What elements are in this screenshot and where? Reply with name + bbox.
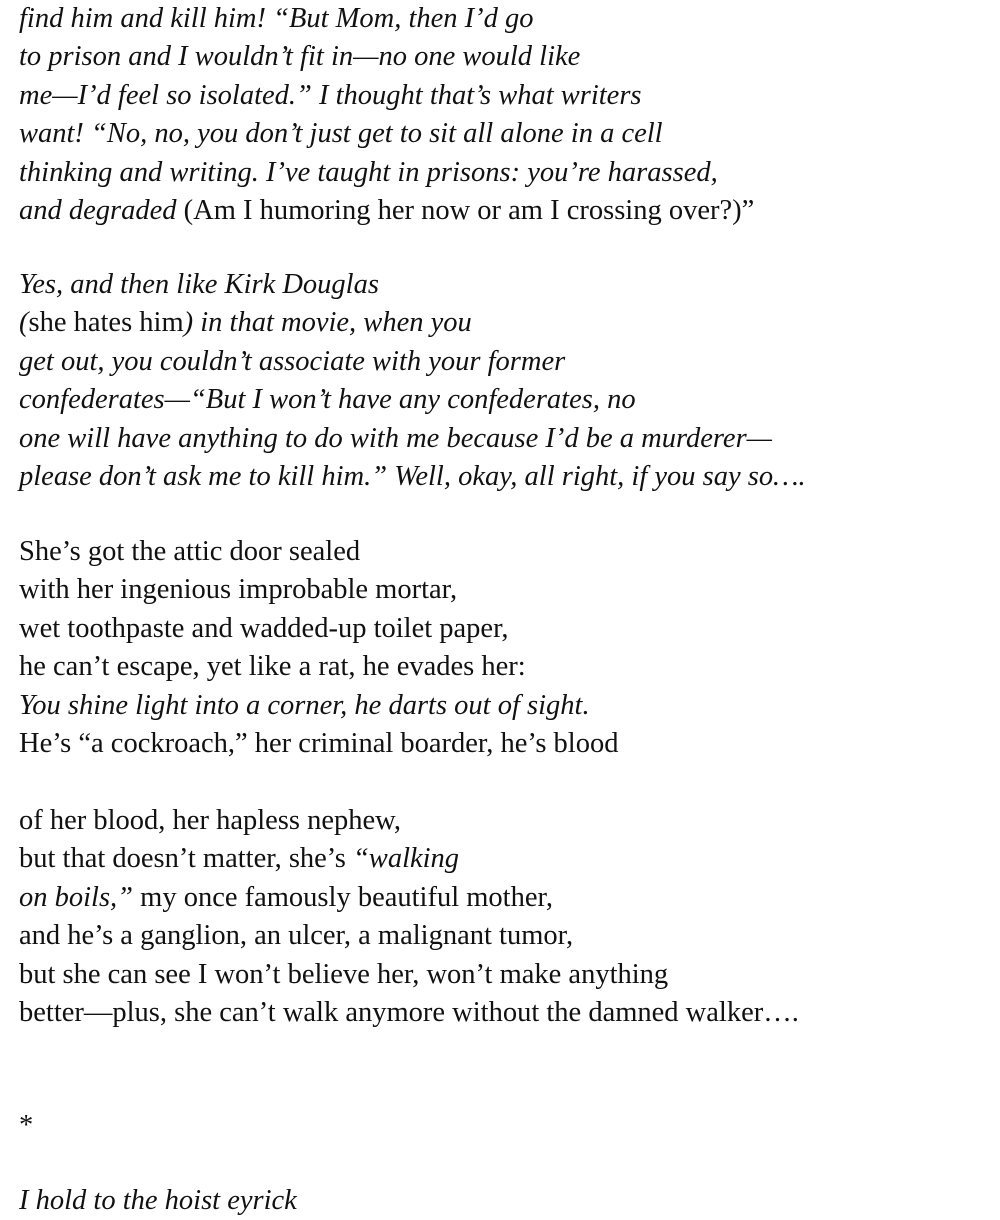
line-segment: get out, you couldn’t associate with your former <box>19 345 566 377</box>
line-segment: he can’t escape, yet like a rat, he evades her: <box>19 651 526 683</box>
poem-line <box>19 840 459 878</box>
line-segment: but she can see I won’t believe her, won’t make anything <box>19 958 669 990</box>
line-segment: my once famously beautiful mother, <box>133 881 553 913</box>
line-segment: of her blood, her hapless nephew, <box>19 805 401 836</box>
poem-line <box>19 154 718 192</box>
poem-line <box>19 917 573 955</box>
section-separator: * <box>19 1110 34 1141</box>
poem-line <box>19 687 590 725</box>
poem-line <box>19 192 754 230</box>
poem-line <box>19 648 526 686</box>
poem-line <box>19 381 636 419</box>
line-segment: She’s got the attic door sealed <box>19 536 361 567</box>
line-segment: she hates him <box>28 307 184 339</box>
line-segment: and he’s a ganglion, an ulcer, a malignant tumor, <box>19 920 574 952</box>
poem-line <box>19 420 772 458</box>
line-segment: to prison and I wouldn’t fit in—no one would like <box>19 41 581 73</box>
line-segment: please don’t ask me to kill him.” Well, okay, all right, if you say so…. <box>19 461 806 492</box>
poem-line <box>19 458 806 496</box>
poem-line <box>19 533 360 571</box>
poem-line <box>19 38 580 76</box>
poem-line <box>19 725 618 763</box>
line-segment: You shine light into a corner, he darts out of sight. <box>19 689 590 721</box>
poem-line <box>19 610 509 648</box>
line-segment: (Am I humoring her now or am I crossing over?)” <box>176 195 755 226</box>
line-segment: “walking <box>352 843 460 875</box>
line-segment: Yes, and then like Kirk Douglas <box>19 269 379 300</box>
poem-line <box>19 266 379 304</box>
poem-line <box>19 115 663 153</box>
line-segment: wet toothpaste and wadded-up toilet paper, <box>19 612 509 644</box>
poem-line <box>19 343 565 381</box>
poem-line <box>19 77 642 115</box>
line-segment: want! “No, no, you don’t just get to sit all alone in a cell <box>19 118 663 150</box>
line-segment: He’s “a cockroach,” her criminal boarder, he’s blood <box>19 728 619 759</box>
poem-line <box>19 0 534 38</box>
partial-line: I hold to the hoist eyrick <box>19 1185 297 1216</box>
poem-line <box>19 994 799 1032</box>
poem-line <box>19 879 553 917</box>
line-segment: with her ingenious improbable mortar, <box>19 574 458 606</box>
poem-line <box>19 956 668 994</box>
line-segment: me—I’d feel so isolated.” I thought that’s what writers <box>19 79 642 111</box>
line-segment: thinking and writing. I’ve taught in prisons: you’re harassed, <box>19 156 718 188</box>
poem-line <box>19 802 401 840</box>
line-segment: on boils,” <box>19 881 134 913</box>
line-segment: and degraded <box>19 195 177 226</box>
line-segment: better—plus, she can’t walk anymore without the damned walker…. <box>19 997 799 1028</box>
poem-line <box>19 304 472 342</box>
line-segment: confederates—“But I won’t have any confederates, no <box>19 384 636 416</box>
line-segment: ( <box>19 307 29 339</box>
poem-line <box>19 571 457 609</box>
line-segment: one will have anything to do with me because I’d be a murderer— <box>19 422 772 454</box>
line-segment: but that doesn’t matter, she’s <box>19 843 353 875</box>
line-segment: ) in that movie, when you <box>183 307 472 339</box>
line-segment: find him and kill him! “But Mom, then I’d go <box>19 3 534 34</box>
